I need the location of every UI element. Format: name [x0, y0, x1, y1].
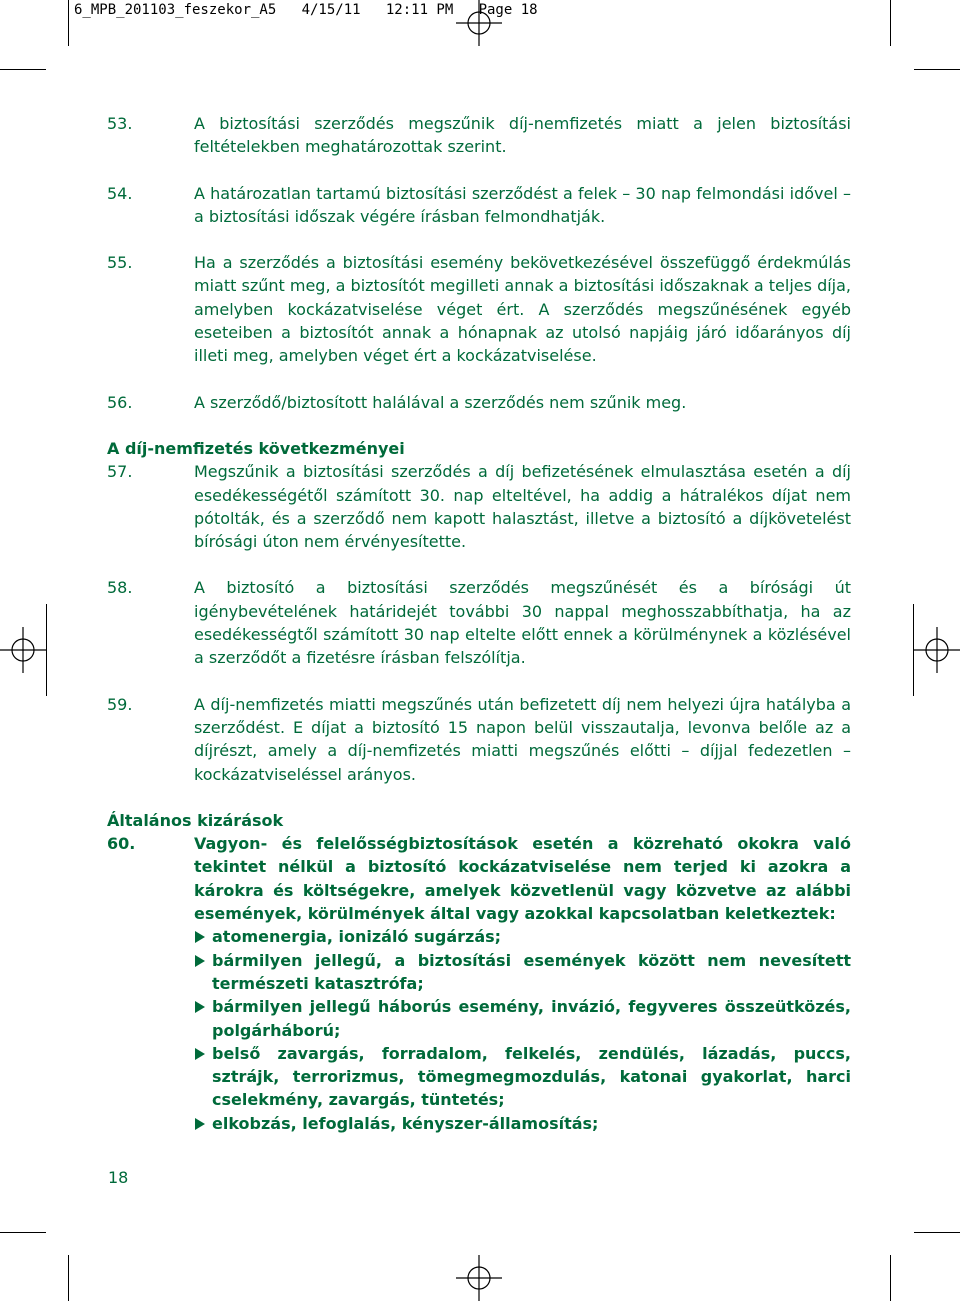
section-number: 60.: [107, 834, 136, 854]
triangle-bullet-icon: [195, 1001, 205, 1013]
section-number: 53.: [107, 114, 133, 133]
section-number: 57.: [107, 462, 133, 482]
list-item: [194, 1042, 851, 1112]
section-56: [107, 391, 851, 414]
triangle-bullet-icon: [195, 1118, 205, 1130]
list-item-text: atomenergia, ionizáló sugárzás;: [212, 927, 502, 947]
section-text: A biztosító a biztosítási szerződés megszűnését és a bírósági út igénybevételének határidejét további 30 nappal meghosszabbíthatja, ha az esedékességtől számított 30 nap eltelte előtt ennek a körülménynek a közlésével a szerződőt a fizetésre írásban felszólítja.: [194, 578, 851, 668]
exclusion-list: [194, 925, 851, 1135]
crop-mark: [0, 69, 46, 70]
section-text: A díj-nemfizetés miatti megszűnés után befizetett díj nem helyezi újra hatályba a szerződést. E díjat a biztosító 15 napon belül visszautalja, levonva belőle az a díjrészt, amely a díj-nemfizetés miatti megszűnés előtti – díjjal fedezetlen – kockázatviseléssel arányos.: [194, 694, 851, 784]
crop-mark: [914, 1232, 960, 1233]
heading-payment-default: A díj-nemfizetés következményei: [107, 438, 405, 458]
page-number: 18: [108, 1168, 129, 1187]
crop-mark: [46, 604, 47, 696]
crop-mark: [68, 1255, 69, 1301]
triangle-bullet-icon: [195, 1048, 205, 1060]
heading-general-exclusions: Általános kizárások: [107, 810, 284, 830]
section-text: Ha a szerződés a biztosítási esemény bekövetkezésével összefüggő érdekmúlás miatt szűnt meg, a biztosítót megilleti annak a biztosítási időszaknak a teljes díja, amelyben kockázatviselése véget ért. A szerződés megszűnésének egyéb eseteiben a biztosítót annak a hónapnak az utolsó napjáig járó időarányos díj illeti meg, amelyben véget ért a kockázatviselése.: [194, 253, 851, 366]
section-55: [107, 251, 851, 367]
registration-mark-icon: [0, 627, 46, 673]
list-item: [194, 1112, 851, 1135]
crop-mark: [890, 0, 891, 46]
section-53: [107, 112, 851, 159]
registration-mark-icon: [456, 1255, 502, 1301]
section-58: [107, 576, 851, 669]
section-text: Vagyon- és felelősségbiztosítások esetén a közreható okokra való tekintet nélkül a biztosító kockázatviselése nem terjed ki azokra a károkra és költségekre, amelyek közvetlenül vagy közvetve az alábbi események, körülmények által vagy azokkal kapcsolatban keletkeztek:: [194, 834, 851, 924]
section-body: [194, 832, 851, 1135]
crop-mark: [914, 69, 960, 70]
section-number: 54.: [107, 183, 133, 203]
section-59: [107, 693, 851, 786]
crop-mark: [0, 1232, 46, 1233]
list-item: [194, 995, 851, 1042]
document-body: [107, 112, 851, 1135]
triangle-bullet-icon: [195, 931, 205, 943]
section-number: 59.: [107, 694, 133, 714]
crop-mark: [68, 0, 69, 46]
section-57: [107, 460, 851, 553]
section-number: 56.: [107, 392, 133, 412]
list-item: [194, 925, 851, 948]
section-number: 55.: [107, 253, 133, 273]
section-text: A határozatlan tartamú biztosítási szerződést a felek – 30 nap felmondási idővel – a biztosítási időszak végére írásban felmondhatják.: [194, 183, 851, 226]
section-text: A szerződő/biztosított halálával a szerződés nem szűnik meg.: [194, 392, 687, 412]
section-54: [107, 182, 851, 229]
list-item-text: belső zavargás, forradalom, felkelés, zendülés, lázadás, puccs, sztrájk, terrorizmus, tömegmegmozdulás, katonai gyakorlat, harci cselekmény, zavargás, tüntetés;: [212, 1043, 851, 1110]
section-60: [107, 832, 851, 1135]
registration-mark-icon: [914, 627, 960, 673]
print-slug: 6_MPB_201103_feszekor_A5 4/15/11 12:11 PM Page 18: [74, 2, 538, 18]
list-item-text: bármilyen jellegű, a biztosítási események között nem nevesített természeti katasztrófa;: [212, 950, 851, 993]
triangle-bullet-icon: [195, 955, 205, 967]
list-item-text: elkobzás, lefoglalás, kényszer-államosítás;: [212, 1113, 599, 1133]
list-item: [194, 949, 851, 996]
section-text: A biztosítási szerződés megszűnik díj-nemfizetés miatt a jelen biztosítási feltételekben meghatározottak szerint.: [194, 114, 851, 157]
list-item-text: bármilyen jellegű háborús esemény, invázió, fegyveres összeütközés, polgárháború;: [212, 997, 851, 1040]
crop-mark: [890, 1255, 891, 1301]
registration-mark-icon: [456, 0, 502, 46]
section-text: Megszűnik a biztosítási szerződés a díj befizetésének elmulasztása esetén a díj esedékességétől számított 30. nap elteltével, ha addig a hátralékos díjat nem pótolták, és a szerződő nem kapott halasztást, illetve a biztosító a díjkövetelést bírósági úton nem érvényesítette.: [194, 462, 851, 552]
section-number: 58.: [107, 578, 133, 598]
